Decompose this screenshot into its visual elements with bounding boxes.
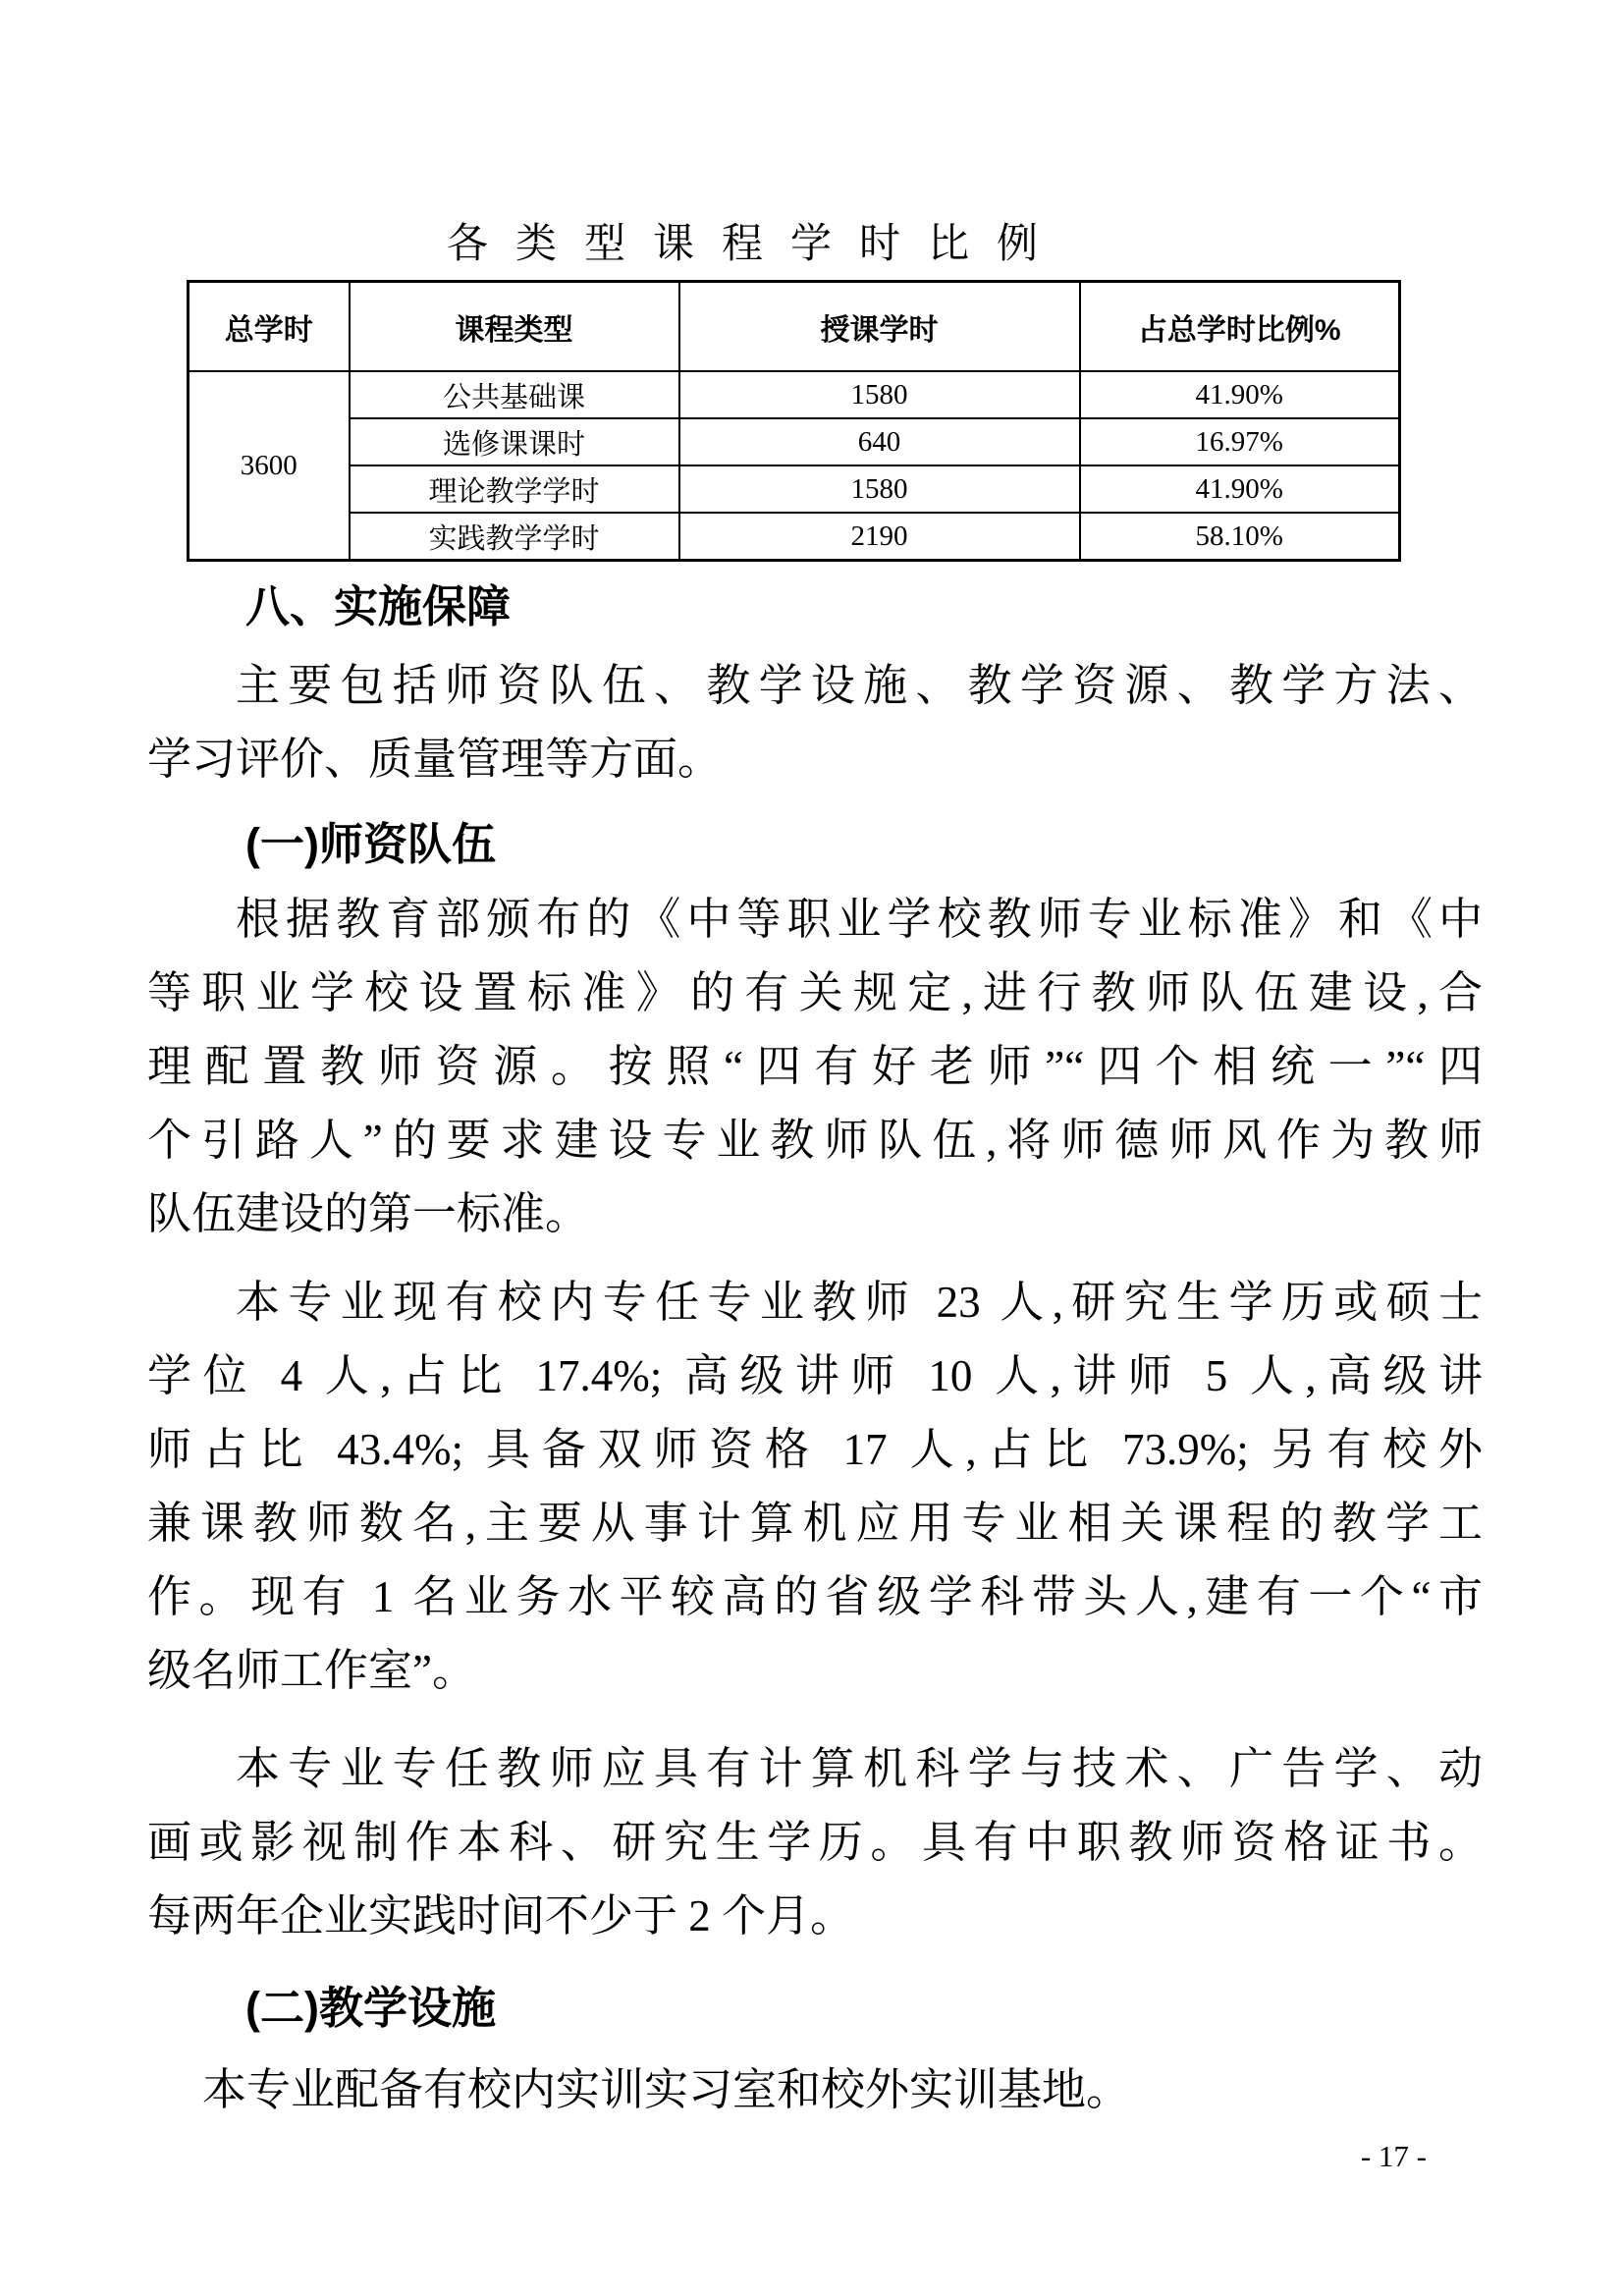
header-total-hours: 总学时 — [189, 282, 350, 372]
table-row — [189, 418, 1400, 465]
table-header-row — [189, 282, 1400, 372]
header-percent-of-total: 占总学时比例% — [1080, 282, 1400, 372]
text-line: 画或影视制作本科、研究生学历。具有中职教师资格证书。 — [147, 1818, 1483, 1867]
hours-cell: 640 — [679, 418, 1080, 465]
faculty-standards-paragraph — [147, 883, 1483, 1251]
facilities-paragraph — [147, 2053, 1483, 2127]
section-heading-faculty-team: (一)师资队伍 — [245, 819, 496, 869]
faculty-qualification-paragraph — [147, 1732, 1483, 1953]
faculty-statistics-paragraph — [147, 1266, 1483, 1708]
percent-cell: 41.90% — [1080, 465, 1400, 513]
header-teaching-hours: 授课学时 — [679, 282, 1080, 372]
course-type-cell: 理论教学学时 — [350, 465, 679, 513]
hours-cell: 1580 — [679, 465, 1080, 513]
percent-cell: 58.10% — [1080, 513, 1400, 561]
text-line: 学位 4 人,占比 17.4%; 高级讲师 10 人,讲师 5 人,高级讲 — [147, 1351, 1483, 1400]
course-type-cell: 实践教学学时 — [350, 513, 679, 561]
text-line: 队伍建设的第一标准。 — [147, 1189, 590, 1238]
text-line: 本专业专任教师应具有计算机科学与技术、广告学、动 — [236, 1744, 1483, 1793]
text-line: 本专业配备有校内实训实习室和校外实训基地。 — [202, 2065, 1131, 2114]
text-line: 兼课教师数名,主要从事计算机应用专业相关课程的教学工 — [147, 1499, 1483, 1548]
text-line: 主要包括师资队伍、教学设施、教学资源、教学方法、 — [236, 661, 1483, 710]
total-hours-cell: 3600 — [189, 371, 350, 561]
table-row — [189, 513, 1400, 561]
course-type-cell: 选修课课时 — [350, 418, 679, 465]
page-number: - 17 - — [1360, 2139, 1427, 2173]
hours-cell: 1580 — [679, 371, 1080, 418]
course-type-cell: 公共基础课 — [350, 371, 679, 418]
text-line: 每两年企业实践时间不少于 2 个月。 — [147, 1891, 855, 1941]
header-course-type: 课程类型 — [350, 282, 679, 372]
text-line: 学习评价、质量管理等方面。 — [147, 735, 723, 784]
text-line: 个引路人”的要求建设专业教师队伍,将师德师风作为教师 — [147, 1116, 1483, 1165]
text-line: 师占比 43.4%; 具备双师资格 17 人,占比 73.9%; 另有校外 — [147, 1425, 1483, 1474]
text-line: 理配置教师资源。按照“四有好老师”“四个相统一”“四 — [147, 1042, 1483, 1091]
section-heading-implementation-guarantee: 八、实施保障 — [245, 581, 512, 631]
text-line: 作。现有 1 名业务水平较高的省级学科带头人,建有一个“市 — [147, 1572, 1483, 1621]
table-title: 各类型课程学时比例 — [446, 222, 1065, 267]
implementation-intro-paragraph — [147, 649, 1483, 796]
text-line: 等职业学校设置标准》的有关规定,进行教师队伍建设,合 — [147, 968, 1483, 1017]
percent-cell: 41.90% — [1080, 371, 1400, 418]
section-heading-teaching-facilities: (二)教学设施 — [245, 1983, 496, 2033]
text-line: 级名师工作室”。 — [147, 1646, 476, 1695]
percent-cell: 16.97% — [1080, 418, 1400, 465]
text-line: 本专业现有校内专任专业教师 23 人,研究生学历或硕士 — [236, 1278, 1483, 1327]
hours-cell: 2190 — [679, 513, 1080, 561]
table-row — [189, 465, 1400, 513]
table-row — [189, 371, 1400, 418]
course-hours-table — [187, 280, 1401, 562]
text-line: 根据教育部颁布的《中等职业学校教师专业标准》和《中 — [236, 895, 1483, 944]
